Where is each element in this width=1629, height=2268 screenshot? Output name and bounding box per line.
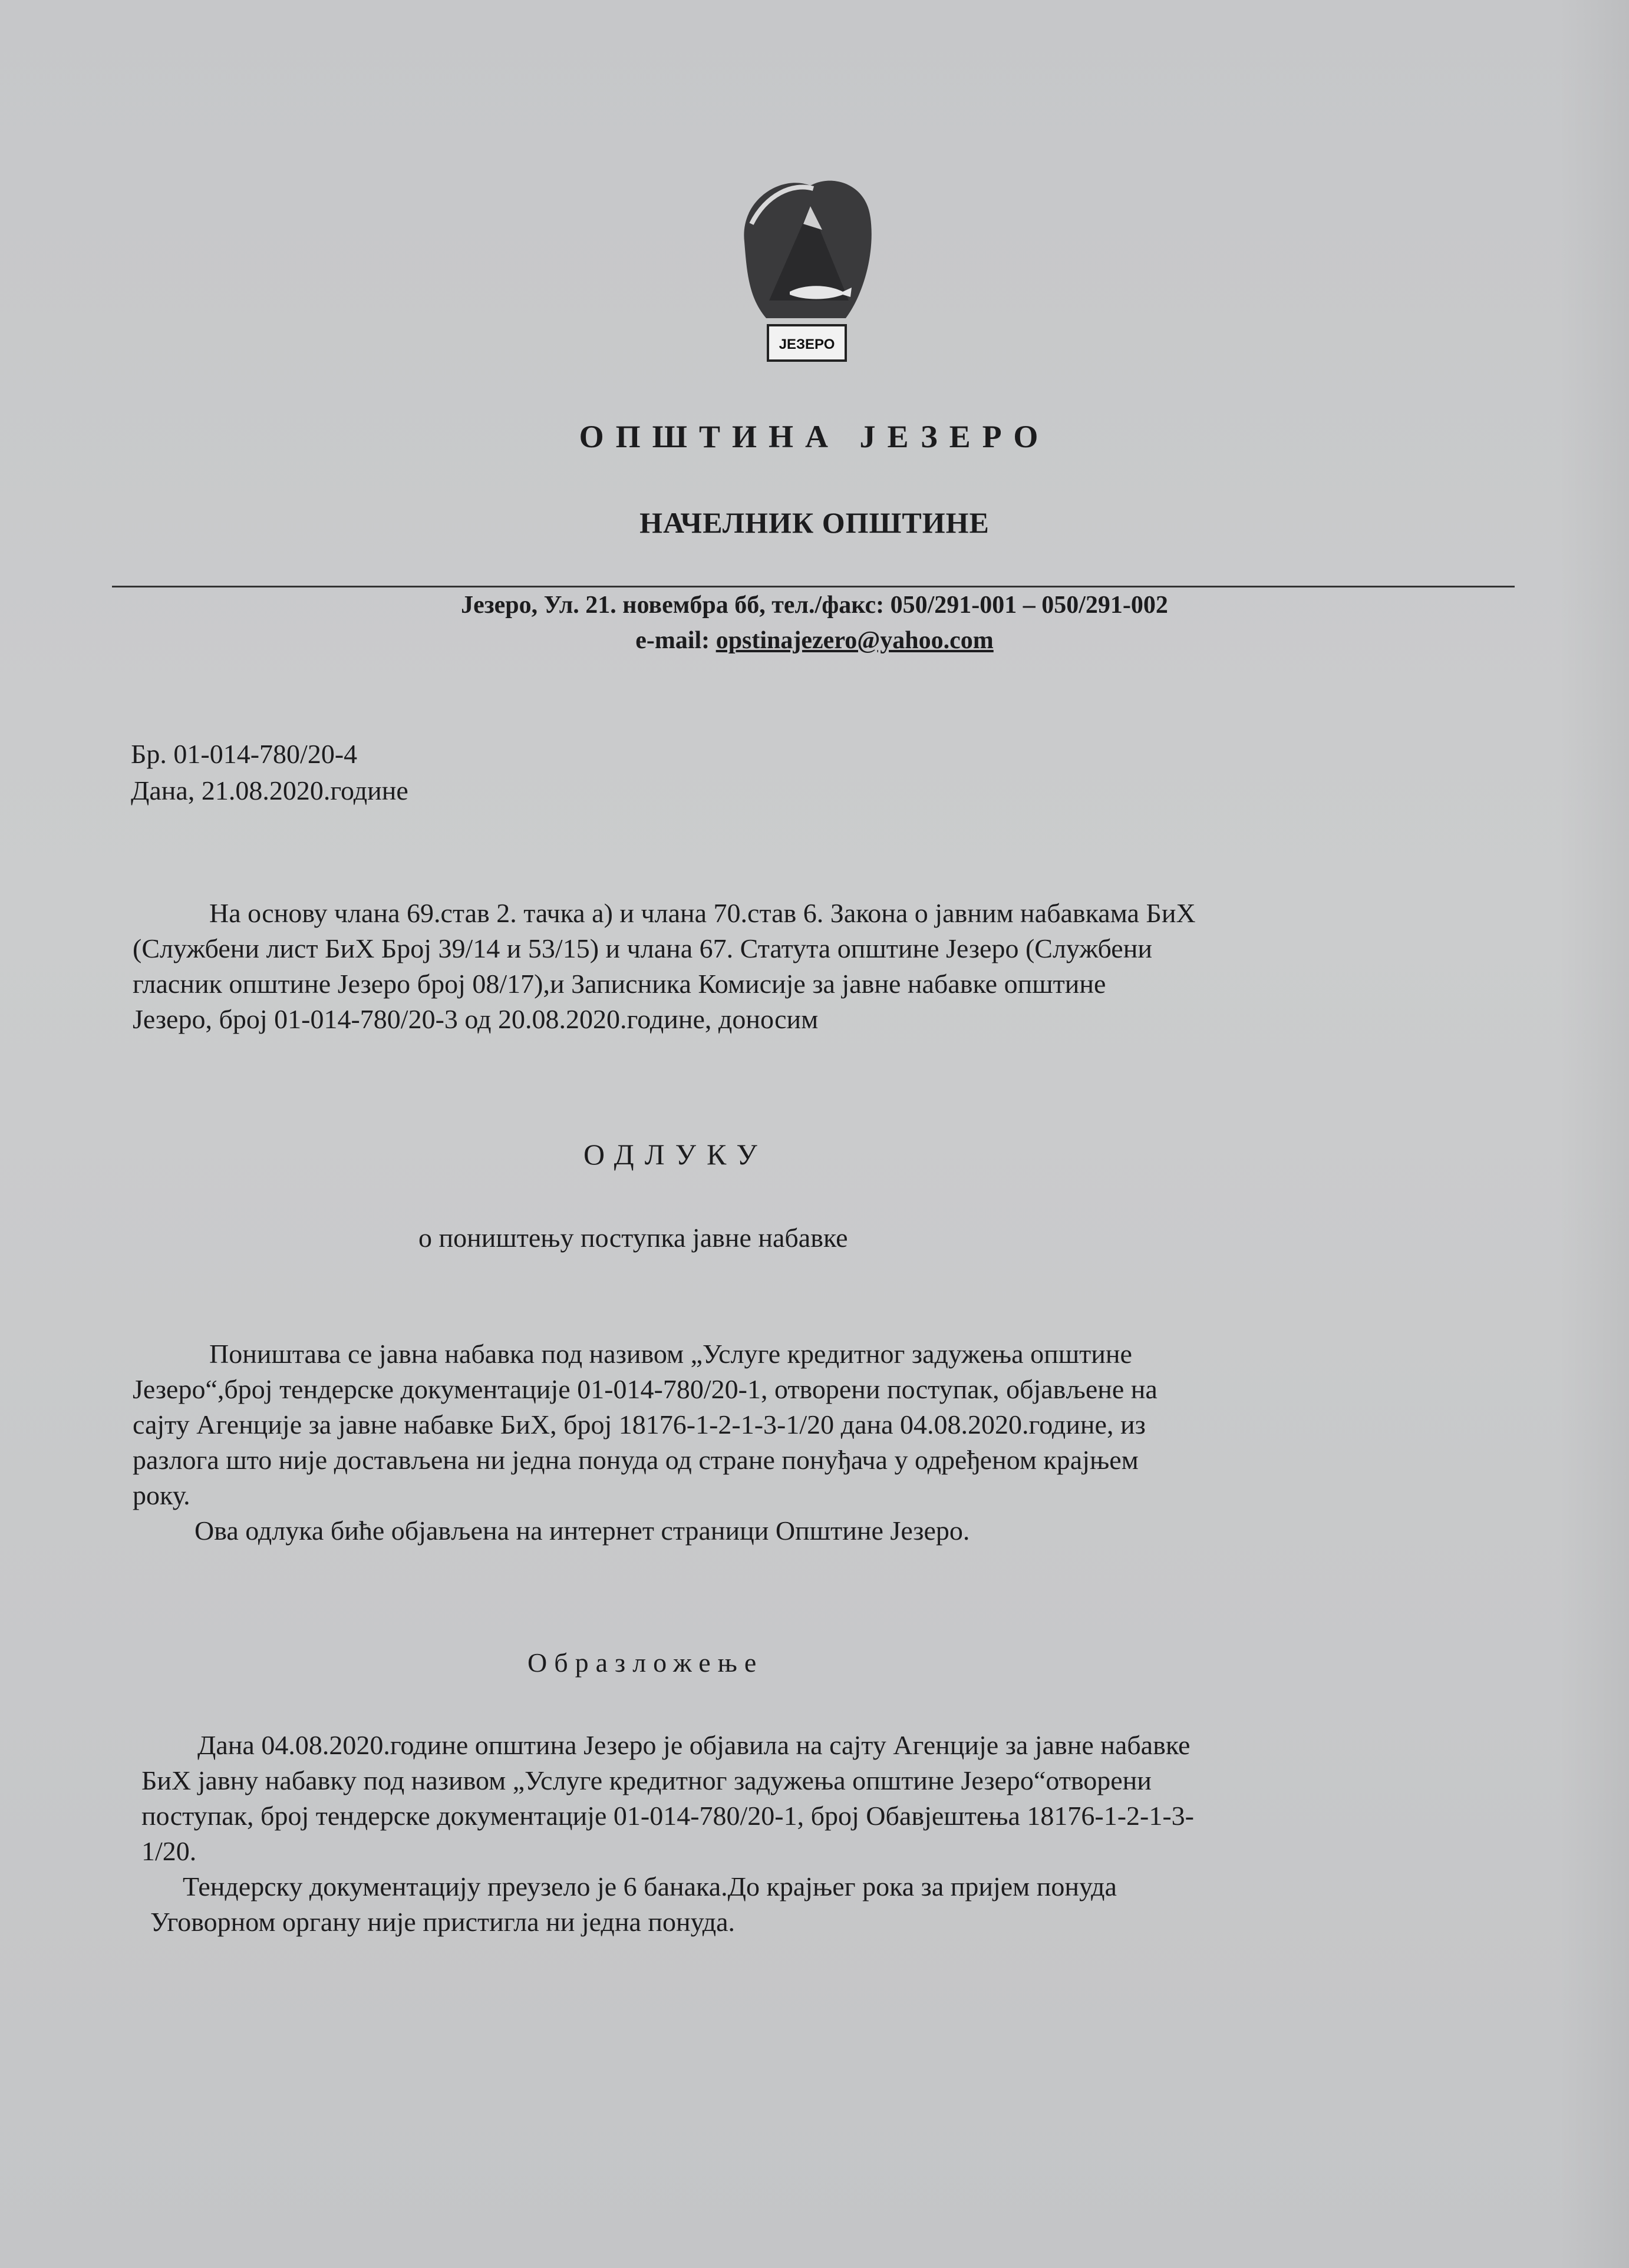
preamble-paragraph bbox=[133, 896, 1488, 1037]
email-line bbox=[0, 626, 1629, 655]
decision-line: Ова одлука биће објављена на интернет страници Општине Језеро. bbox=[194, 1516, 970, 1546]
email-label: e-mail: bbox=[635, 627, 710, 654]
preamble-line: гласник општине Језеро број 08/17),и Записника Комисије за јавне набавке општине bbox=[133, 969, 1106, 999]
reasoning-line: Уговорном органу није пристигла ни једна понуда. bbox=[150, 1907, 736, 1937]
municipality-name: ОПШТИНА ЈЕЗЕРО bbox=[579, 419, 1050, 454]
decision-line: року. bbox=[133, 1480, 190, 1510]
decision-line: Поништава се јавна набавка под називом „Услуге кредитног задужења општине bbox=[209, 1339, 1132, 1369]
reasoning-line: поступак, број тендерске документације 01-014-780/20-1, број Обавјештења 18176-1-2-1-3- bbox=[141, 1801, 1194, 1831]
header-divider bbox=[112, 586, 1515, 587]
page-edge-shadow bbox=[1558, 0, 1629, 2268]
preamble-line: Језеро, број 01-014-780/20-3 од 20.08.2020.године, доносим bbox=[133, 1004, 819, 1034]
emblem-label: ЈЕЗЕРО bbox=[779, 336, 835, 352]
decision-line: сајту Агенције за јавне набавке БиХ, број 18176-1-2-1-3-1/20 дана 04.08.2020.године, из bbox=[133, 1409, 1146, 1440]
municipality-emblem-icon bbox=[734, 171, 881, 371]
reference-date: Дана, 21.08.2020.године bbox=[131, 775, 408, 805]
preamble-line: (Службени лист БиХ Број 39/14 и 53/15) и члана 67. Статута општине Језеро (Службени bbox=[133, 933, 1152, 963]
decision-paragraph bbox=[133, 1336, 1158, 1549]
reasoning-line: Тендерску документацију преузело је 6 банака.До крајњег рока за пријем понуда bbox=[183, 1871, 1117, 1901]
decision-title: ОДЛУКУ bbox=[583, 1138, 768, 1171]
preamble-line: На основу члана 69.став 2. тачка а) и члана 70.став 6. Закона о јавним набавкама БиХ bbox=[209, 898, 1196, 928]
email-link[interactable]: opstinajezero@yahoo.com bbox=[715, 627, 994, 654]
office-title: НАЧЕЛНИК ОПШТИНЕ bbox=[639, 506, 990, 539]
decision-line: разлога што није достављена ни једна понуда од стране понуђача у одређеном крајњем bbox=[133, 1445, 1139, 1475]
reasoning-paragraph bbox=[141, 1728, 1194, 1940]
reasoning-line: 1/20. bbox=[141, 1836, 197, 1866]
reasoning-line: БиХ јавну набавку под називом „Услуге кредитног задужења општине Језеро“отворени bbox=[141, 1765, 1152, 1795]
decision-subtitle: о поништењу поступка јавне набавке bbox=[418, 1223, 848, 1253]
address-line: Језеро, Ул. 21. новембра бб, тел./факс: 050/291-001 – 050/291-002 bbox=[461, 592, 1168, 619]
reasoning-title: Образложење bbox=[527, 1648, 764, 1678]
decision-line: Језеро“,број тендерске документације 01-014-780/20-1, отворени поступак, објављене на bbox=[133, 1374, 1158, 1404]
reasoning-line: Дана 04.08.2020.године општина Језеро је објавила на сајту Агенције за јавне набавке bbox=[197, 1730, 1191, 1760]
reference-number: Бр. 01-014-780/20-4 bbox=[131, 739, 358, 769]
